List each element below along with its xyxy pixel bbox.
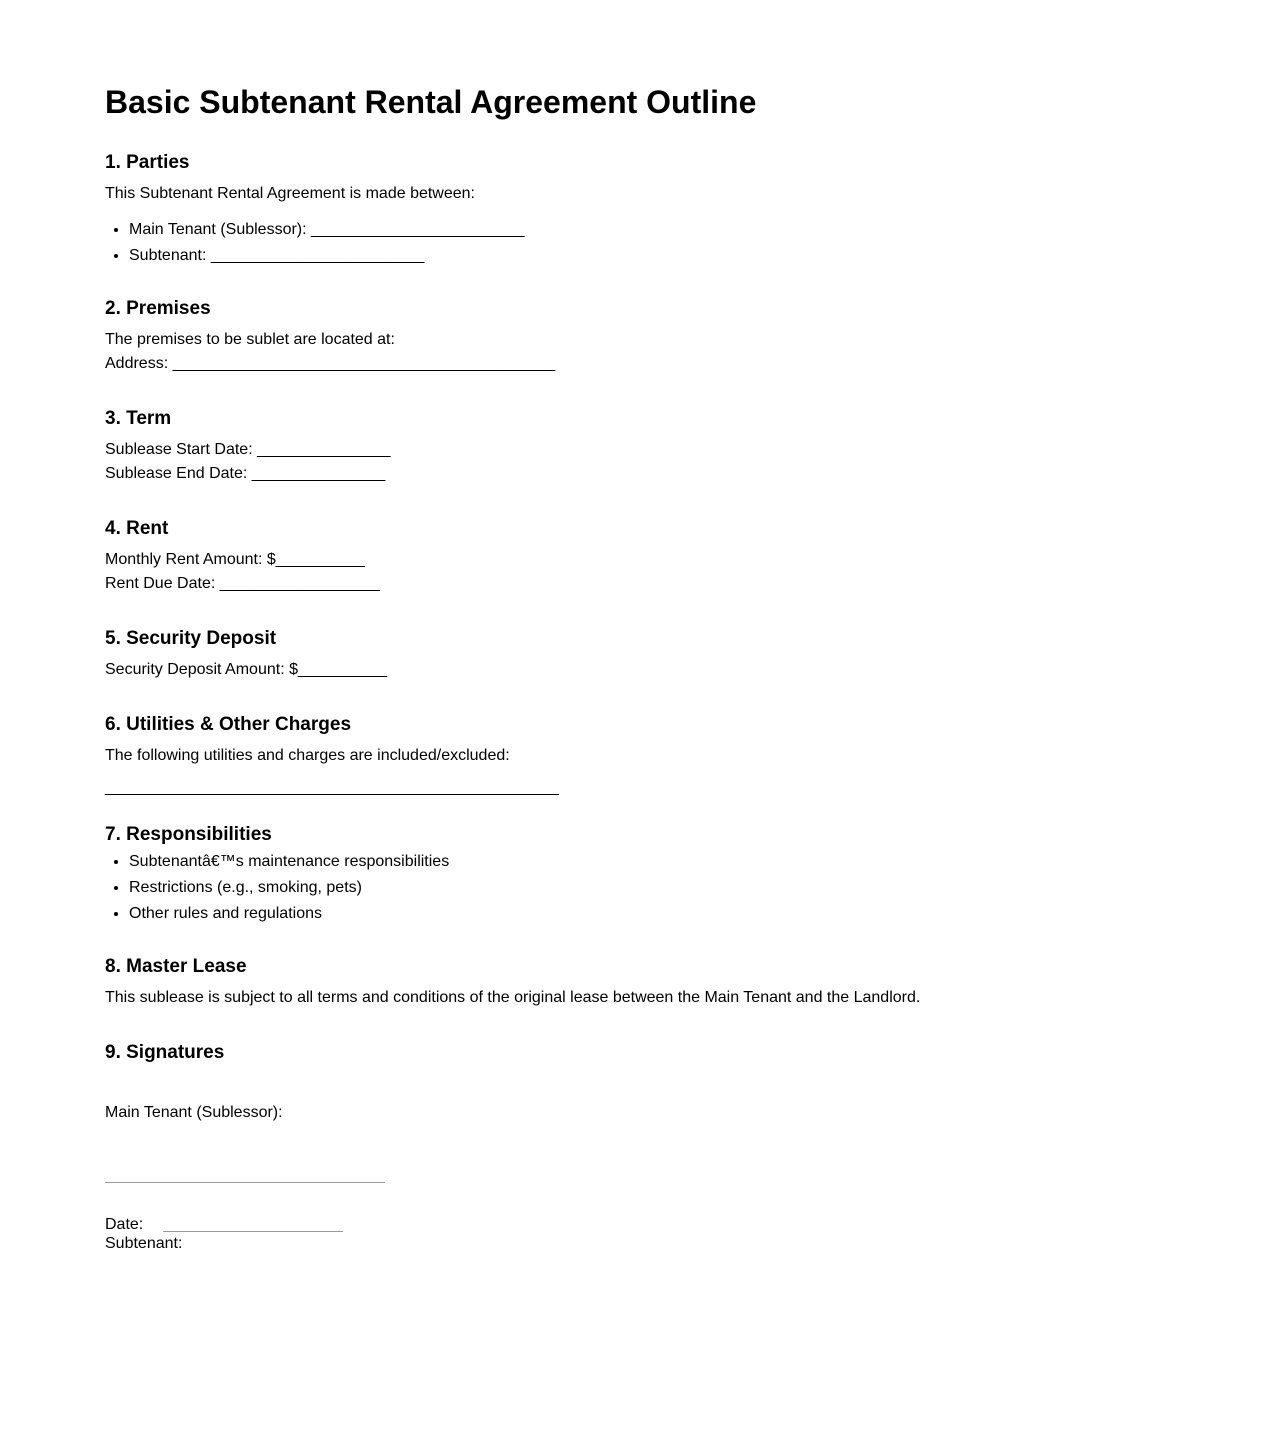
rent-due: Rent Due Date: __________________ (105, 575, 380, 592)
section-responsibilities (105, 823, 1205, 927)
section-heading: 5. Security Deposit (105, 628, 277, 649)
date-signature-line (163, 1231, 343, 1232)
document-title: Basic Subtenant Rental Agreement Outline (105, 84, 757, 120)
responsibility-item: • Restrictions (e.g., smoking, pets) (129, 875, 1205, 901)
term-end: Sublease End Date: _______________ (105, 465, 386, 482)
section-utilities (105, 713, 1205, 800)
section-heading: 6. Utilities & Other Charges (105, 714, 352, 735)
parties-list (105, 217, 1205, 269)
utilities-intro: The following utilities and charges are included/excluded: (105, 747, 510, 764)
section-parties (105, 151, 1205, 269)
section-master-lease (105, 955, 1205, 1010)
section-premises (105, 297, 1205, 376)
party-subtenant: • Subtenant: ________________________ (129, 243, 1205, 269)
section-signatures (105, 1041, 1205, 1065)
utilities-line: ___________________________________________________ (105, 779, 559, 796)
section-term (105, 407, 1205, 486)
premises-intro: The premises to be sublet are located at: (105, 331, 395, 348)
section-deposit (105, 627, 1205, 682)
section-heading: 3. Term (105, 408, 172, 429)
section-heading: 7. Responsibilities (105, 824, 272, 845)
party-main-tenant: • Main Tenant (Sublessor): ________________________ (129, 217, 1205, 243)
section-heading: 2. Premises (105, 298, 211, 319)
section-heading: 1. Parties (105, 152, 190, 173)
subtenant-signature-label: Subtenant: (105, 1235, 183, 1252)
section-rent (105, 517, 1205, 596)
term-start: Sublease Start Date: _______________ (105, 441, 391, 458)
parties-intro: This Subtenant Rental Agreement is made between: (105, 185, 475, 202)
section-heading: 4. Rent (105, 518, 169, 539)
section-heading: 8. Master Lease (105, 956, 247, 977)
date-label: Date: (105, 1216, 144, 1233)
master-lease-text: This sublease is subject to all terms and conditions of the original lease between the Main Tenant and the Landlord. (105, 989, 921, 1006)
responsibility-item: • Subtenantâ€™s maintenance responsibilities (129, 849, 1205, 875)
responsibility-item: • Other rules and regulations (129, 901, 1205, 927)
main-tenant-signature-label: Main Tenant (Sublessor): (105, 1104, 283, 1121)
responsibilities-list (105, 849, 1205, 927)
main-tenant-signature-line (105, 1182, 385, 1183)
premises-address: Address: ___________________________________________ (105, 355, 556, 372)
section-heading: 9. Signatures (105, 1042, 225, 1063)
deposit-amount: Security Deposit Amount: $__________ (105, 661, 387, 678)
rent-amount: Monthly Rent Amount: $__________ (105, 551, 365, 568)
